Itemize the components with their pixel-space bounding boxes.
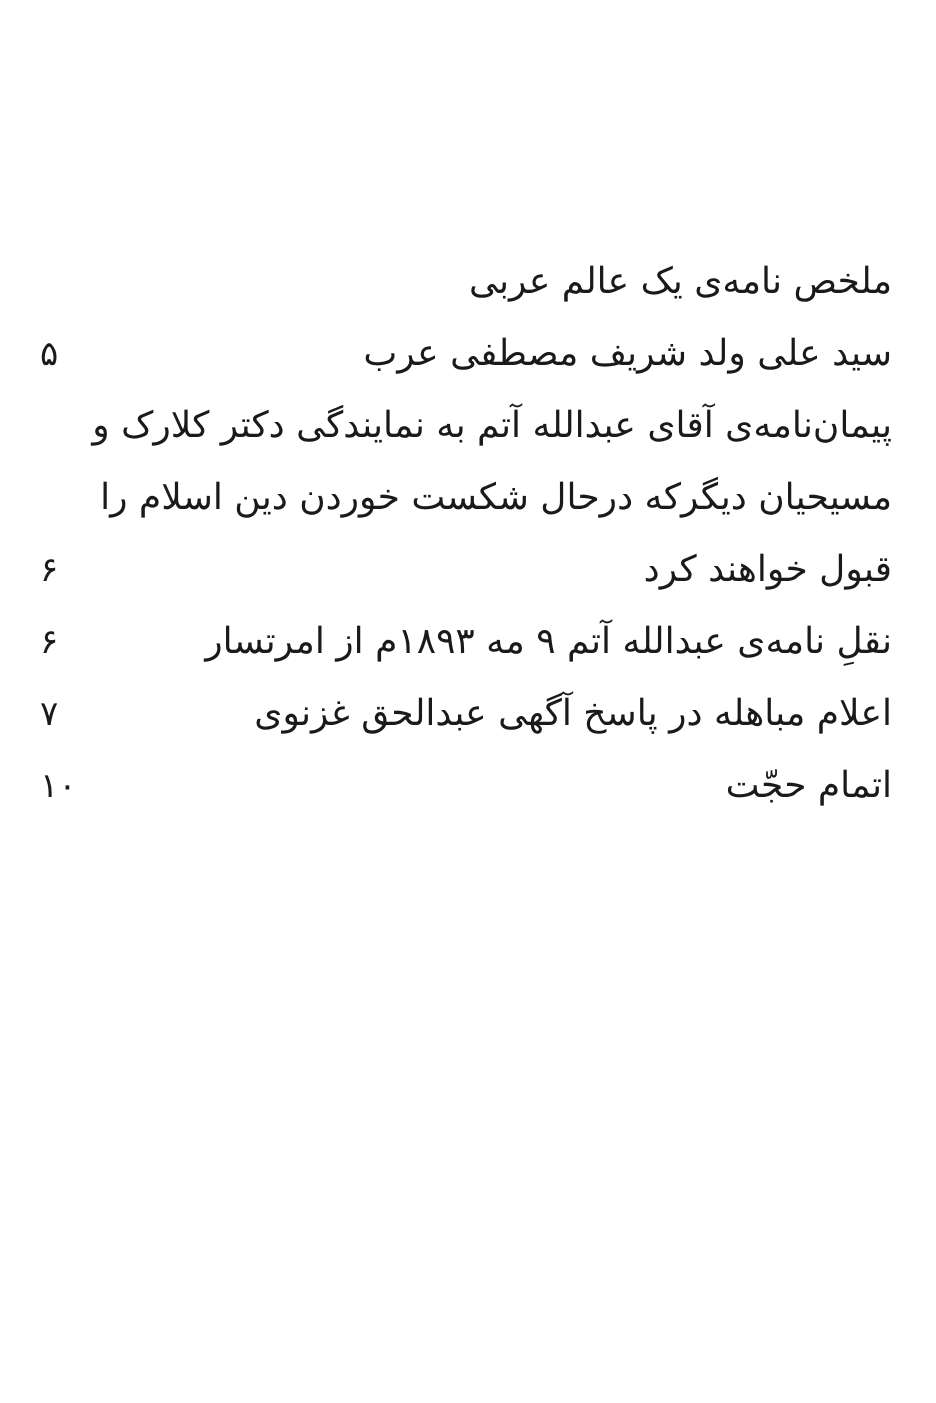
toc-entry [40,750,892,822]
toc-entry [40,390,892,462]
toc-entry-page: ۶ [40,622,59,662]
toc-entry-title: مسیحیان دیگرکه درحال شکست خوردن دین اسلام را [100,477,892,518]
toc-entry-title: اتمام حجّت [725,765,892,806]
toc-entry-page: ۵ [40,334,59,374]
toc-entry-title: نقلِ نامه‌ی عبدالله آتم ۹ مه ۱۸۹۳م از امرتسار [205,621,892,662]
toc-entry-title: ملخص نامه‌ی یک عالم عربی [468,261,892,302]
toc-entry [40,246,892,318]
toc-entry-title: پیمان‌نامه‌ی آقای عبدالله آتم به نمایندگی دکتر کلارک و [92,405,892,446]
toc-entry [40,678,892,750]
toc-entry [40,318,892,390]
table-of-contents [40,246,892,822]
toc-entry-title: اعلام مباهله در پاسخ آگهی عبدالحق غزنوی [254,693,892,734]
toc-entry-page: ۶ [40,550,59,590]
toc-entry [40,534,892,606]
toc-entry-title: قبول خواهند کرد [643,549,892,590]
toc-entry-page: ۷ [40,694,59,734]
toc-entry-title: سید علی ولد شریف مصطفی عرب [363,333,892,374]
toc-entry-page: ۱۰ [40,766,77,806]
toc-entry [40,462,892,534]
toc-entry [40,606,892,678]
